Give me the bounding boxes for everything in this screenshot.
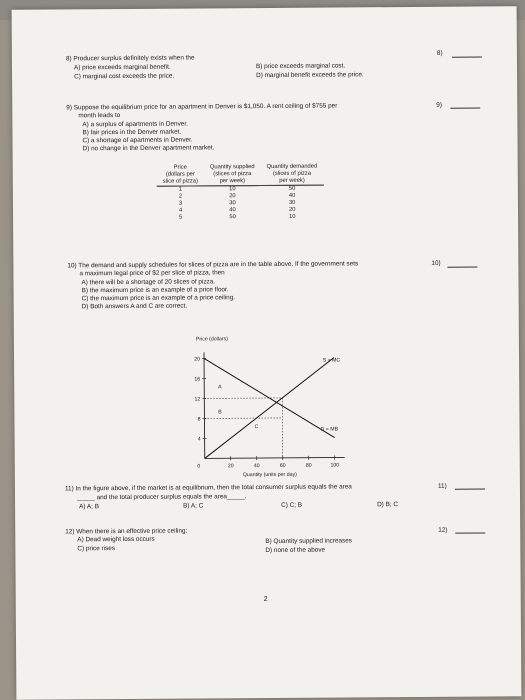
q10-answer-blank[interactable] bbox=[447, 267, 477, 268]
surplus-figure bbox=[164, 329, 395, 488]
q8-option-d: D) marginal benefit exceeds the price. bbox=[256, 71, 364, 80]
y-tick-label: 16 bbox=[194, 376, 201, 383]
q8-answer-blank[interactable] bbox=[452, 56, 482, 57]
q11-answer-blank[interactable] bbox=[455, 488, 485, 489]
table-row: 2 20 40 bbox=[178, 192, 296, 200]
y-tick-label: 8 bbox=[197, 416, 201, 423]
q9-option-b: B) fair prices in the Denver market. bbox=[82, 128, 182, 137]
q9-answer-blank[interactable] bbox=[450, 108, 480, 109]
q9-number: 9) bbox=[436, 101, 442, 109]
pizza-schedule-table bbox=[157, 164, 324, 222]
q8-option-a: A) price exceeds marginal benefit. bbox=[73, 63, 171, 72]
q12-option-b: B) Quantity supplied increases bbox=[265, 537, 353, 546]
quantity-supplied-header: Quantity supplied (slices of pizza per week) bbox=[204, 164, 261, 186]
supply-label: S = MC bbox=[322, 357, 341, 364]
q11-number: 11) bbox=[437, 482, 447, 490]
q9-stem-line1: 9) Suppose the equilibrium price for an apartment in Denver is $1,050. A rent ceiling of $755 per bbox=[66, 102, 338, 112]
q9-stem-line2: month leads to bbox=[78, 112, 121, 120]
q12-option-a: A) Dead weight loss occurs bbox=[77, 535, 155, 544]
x-tick-label: 100 bbox=[330, 462, 340, 469]
y-tick-label: 12 bbox=[194, 396, 201, 403]
q9-option-d: D) no change in the Denver apartment market. bbox=[82, 144, 215, 153]
x-tick-label: 40 bbox=[253, 463, 260, 470]
q10-option-d: D) Both answers A and C are correct. bbox=[81, 302, 188, 311]
area-c-label: C bbox=[254, 424, 259, 431]
table-row: 1 10 50 bbox=[178, 185, 296, 193]
q9-option-a: A) a surplus of apartments in Denver. bbox=[82, 120, 188, 129]
q12-number: 12) bbox=[438, 526, 448, 534]
y-tick-label: 4 bbox=[197, 436, 201, 443]
price-8-guide bbox=[204, 418, 282, 419]
x-tick-label: 80 bbox=[305, 462, 312, 469]
supply-demand-chart bbox=[164, 329, 395, 483]
q11-stem-line1: 11) In the figure above, if the market is at equilibrium, then the total consumer surplus equals the area bbox=[64, 483, 352, 493]
table-header-row bbox=[157, 164, 324, 187]
x-axis-label: Quantity (units per day) bbox=[242, 471, 297, 479]
q10-option-a: A) there will be a shortage of 20 slices of pizza. bbox=[81, 278, 216, 287]
q12-stem: 12) When there is an effective price ceiling: bbox=[65, 527, 188, 536]
y-axis-label: Price (dollars) bbox=[195, 336, 228, 343]
q8-number: 8) bbox=[436, 49, 443, 57]
x-tick-label: 0 bbox=[197, 463, 201, 470]
q10-stem-line2: a maximum legal price of $2 per slice of pizza, then bbox=[79, 269, 225, 278]
q9-option-c: C) a shortage of apartments in Denver. bbox=[82, 136, 193, 145]
q10-option-c: C) the maximum price is an example of a price ceiling. bbox=[81, 294, 236, 303]
q12-option-d: D) none of the above bbox=[265, 546, 326, 555]
x-axis bbox=[205, 457, 345, 458]
q8-option-b: B) price exceeds marginal cost. bbox=[255, 62, 346, 71]
area-a-label: A bbox=[218, 384, 222, 391]
demand-curve bbox=[204, 358, 335, 439]
area-b-label: B bbox=[218, 409, 222, 416]
q11-stem-line2: _____ and the total producer surplus equals the area_____. bbox=[76, 493, 247, 502]
x-tick-label: 20 bbox=[227, 463, 234, 470]
q11-option-c: C) C; B bbox=[281, 501, 303, 509]
q11-option-a: A) A; B bbox=[79, 503, 99, 511]
demand-label: D = MB bbox=[320, 426, 339, 433]
exam-page bbox=[12, 6, 522, 700]
q11-option-b: B) A; C bbox=[183, 502, 204, 510]
y-axis bbox=[204, 352, 205, 458]
table-row: 4 40 20 bbox=[178, 206, 296, 214]
x-tick-label: 60 bbox=[279, 462, 286, 469]
q8-option-c: C) marginal cost exceeds the price. bbox=[74, 72, 175, 81]
y-tick-label: 20 bbox=[194, 356, 201, 363]
q10-option-b: B) the maximum price is an example of a price floor. bbox=[81, 286, 229, 295]
q8-stem: 8) Producer surplus definitely exists when the bbox=[65, 54, 195, 63]
price-header: Price (dollars per slice of pizza) bbox=[157, 164, 204, 186]
q12-option-c: C) price rises bbox=[77, 545, 116, 553]
supply-curve bbox=[204, 358, 335, 459]
q12-answer-blank[interactable] bbox=[455, 532, 485, 533]
table-row: 3 30 30 bbox=[178, 199, 296, 207]
table-row: 5 50 10 bbox=[178, 213, 296, 221]
q10-stem-line1: 10) The demand and supply schedules for slices of pizza are in the table above. If the government sets bbox=[67, 260, 359, 270]
q11-option-d: D) B; C bbox=[377, 501, 399, 509]
quantity-demanded-header: Quantity demanded (slices of pizza per week) bbox=[261, 164, 324, 186]
page-number: 2 bbox=[263, 595, 268, 604]
q10-number: 10) bbox=[431, 259, 441, 267]
